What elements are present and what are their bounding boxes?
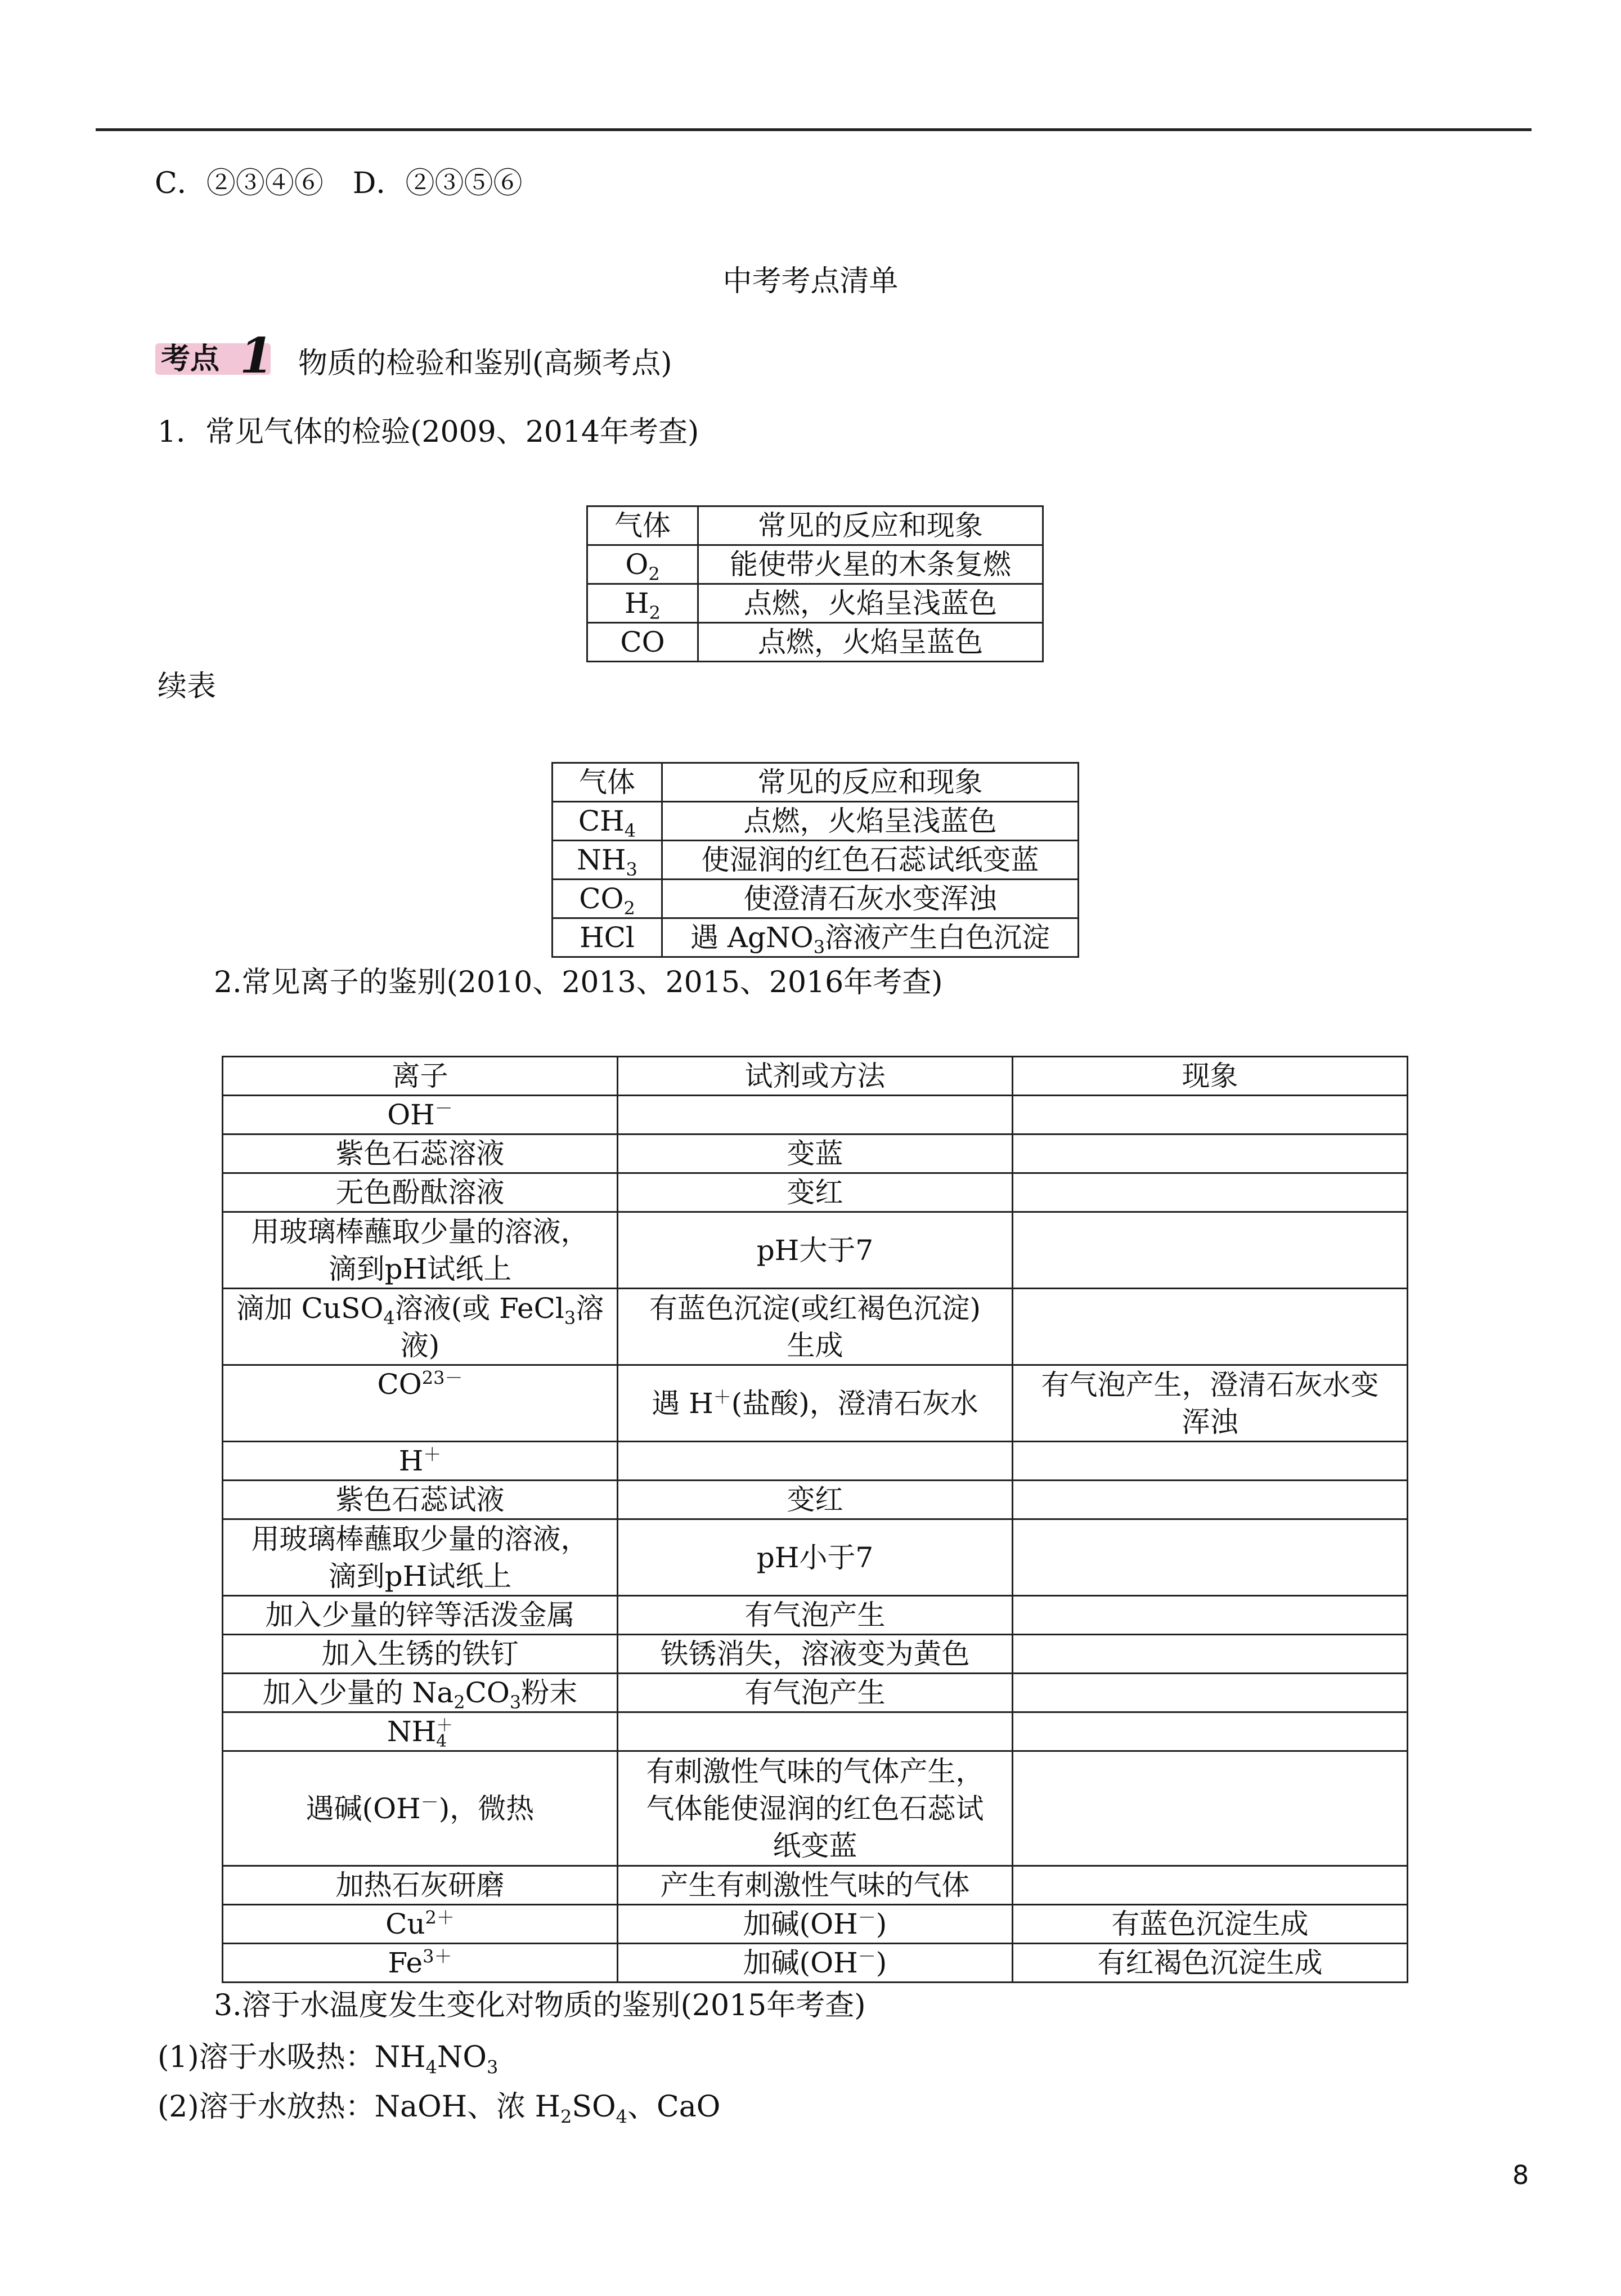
ion-cell: 滴加 CuSO$_4$溶液(或 FeCl$_3$溶 液) xyxy=(223,1289,618,1365)
table-row xyxy=(587,584,1043,623)
table-row xyxy=(223,1635,1408,1674)
phenomenon-cell xyxy=(1013,1751,1408,1866)
method-cell: 加碱(OH－) xyxy=(618,1905,1013,1944)
ion-cell: 紫色石蕊溶液 xyxy=(223,1134,618,1173)
phenomenon-cell xyxy=(1013,1596,1408,1635)
phenomenon-cell xyxy=(1013,1173,1408,1212)
table-row xyxy=(223,1173,1408,1212)
method-cell: 铁锈消失，溶液变为黄色 xyxy=(618,1635,1013,1674)
ion-cell: 加入少量的锌等活泼金属 xyxy=(223,1596,618,1635)
table-row xyxy=(223,1712,1408,1751)
gas-table-1-header xyxy=(587,506,1043,545)
continued-label: 续表 xyxy=(158,670,217,703)
phenomenon-cell xyxy=(1013,1134,1408,1173)
table-row xyxy=(553,802,1079,841)
phenomenon-cell xyxy=(1013,1289,1408,1365)
phenomenon-cell xyxy=(1013,1674,1408,1712)
method-cell xyxy=(618,1712,1013,1751)
phenomenon-cell xyxy=(1013,1712,1408,1751)
table-row xyxy=(553,918,1079,957)
ion-cell: 加热石灰研磨 xyxy=(223,1866,618,1905)
gas-cell: $CH_4$ xyxy=(553,802,662,841)
phenomenon-col-header: 常见的反应和现象 xyxy=(698,506,1043,545)
phenomenon-cell xyxy=(1013,1442,1408,1481)
phenomenon-cell: 点燃，火焰呈蓝色 xyxy=(698,623,1043,662)
gas-heading: 1．常见气体的检验(2009、2014年考查) xyxy=(158,415,699,449)
kaodian-title: 物质的检验和鉴别(高频考点) xyxy=(298,347,672,380)
phenomenon-cell xyxy=(1013,1096,1408,1134)
temperature-heading: 3.溶于水温度发生变化对物质的鉴别(2015年考查) xyxy=(214,1989,866,2023)
method-cell: pH小于7 xyxy=(618,1519,1013,1596)
table-row xyxy=(553,841,1079,880)
phenomenon-cell: 有红褐色沉淀生成 xyxy=(1013,1944,1408,1983)
ion-col-header: 离子 xyxy=(223,1057,618,1096)
table-row xyxy=(223,1481,1408,1519)
gas-cell: HCl xyxy=(553,918,662,957)
phenomenon-col-header: 现象 xyxy=(1013,1057,1408,1096)
gas-table-1 xyxy=(586,505,1044,662)
phenomenon-cell xyxy=(1013,1635,1408,1674)
method-cell: 变红 xyxy=(618,1481,1013,1519)
table-row xyxy=(223,1905,1408,1944)
phenomenon-cell: 有气泡产生，澄清石灰水变 浑浊 xyxy=(1013,1365,1408,1442)
method-cell: 产生有刺激性气味的气体 xyxy=(618,1866,1013,1905)
phenomenon-cell xyxy=(1013,1866,1408,1905)
gas-cell: $H_2$ xyxy=(587,584,698,623)
ion-heading: 2.常见离子的鉴别(2010、2013、2015、2016年考查) xyxy=(214,966,943,999)
method-cell: 加碱(OH－) xyxy=(618,1944,1013,1983)
ion-cell: $CO^{23-}$ xyxy=(223,1365,618,1442)
ion-cell: 紫色石蕊试液 xyxy=(223,1481,618,1519)
method-cell: 有蓝色沉淀(或红褐色沉淀) 生成 xyxy=(618,1289,1013,1365)
ion-cell: $Cu^{2+}$ xyxy=(223,1905,618,1944)
temperature-line-2: (2)溶于水放热：NaOH、浓 $H_2SO_4$、CaO xyxy=(158,2090,721,2128)
method-cell: 遇 H＋(盐酸)，澄清石灰水 xyxy=(618,1365,1013,1442)
gas-cell: $O_2$ xyxy=(587,545,698,584)
table-row xyxy=(587,623,1043,662)
phenomenon-cell xyxy=(1013,1212,1408,1289)
table-row xyxy=(553,880,1079,918)
phenomenon-cell: 点燃，火焰呈浅蓝色 xyxy=(698,584,1043,623)
table-row xyxy=(223,1289,1408,1365)
gas-cell: CO xyxy=(587,623,698,662)
answer-options-line: C．②③④⑥ D．②③⑤⑥ xyxy=(155,167,523,200)
ion-cell: 用玻璃棒蘸取少量的溶液， 滴到pH试纸上 xyxy=(223,1212,618,1289)
table-row xyxy=(223,1674,1408,1712)
gas-cell: $NH_3$ xyxy=(553,841,662,880)
table-row xyxy=(223,1944,1408,1983)
phenomenon-cell xyxy=(1013,1519,1408,1596)
method-cell: 变红 xyxy=(618,1173,1013,1212)
ion-table xyxy=(222,1056,1408,1983)
phenomenon-cell: 点燃，火焰呈浅蓝色 xyxy=(662,802,1079,841)
phenomenon-cell: 使澄清石灰水变浑浊 xyxy=(662,880,1079,918)
method-cell xyxy=(618,1442,1013,1481)
kaodian-badge xyxy=(155,328,273,384)
gas-col-header: 气体 xyxy=(587,506,698,545)
gas-table-2-header xyxy=(553,763,1079,802)
method-cell: 有气泡产生 xyxy=(618,1674,1013,1712)
ion-cell: 加入生锈的铁钉 xyxy=(223,1635,618,1674)
method-cell: 有气泡产生 xyxy=(618,1596,1013,1635)
table-row xyxy=(223,1365,1408,1442)
ion-cell: NH ＋ 4 xyxy=(223,1712,618,1751)
gas-col-header: 气体 xyxy=(553,763,662,802)
table-row xyxy=(223,1442,1408,1481)
ion-cell: 无色酚酞溶液 xyxy=(223,1173,618,1212)
ion-cell: $Fe^{3+}$ xyxy=(223,1944,618,1983)
ion-table-header xyxy=(223,1057,1408,1096)
gas-cell: $CO_2$ xyxy=(553,880,662,918)
phenomenon-col-header: 常见的反应和现象 xyxy=(662,763,1079,802)
method-col-header: 试剂或方法 xyxy=(618,1057,1013,1096)
table-row xyxy=(223,1212,1408,1289)
method-cell: 变蓝 xyxy=(618,1134,1013,1173)
table-row xyxy=(223,1596,1408,1635)
table-row xyxy=(223,1519,1408,1596)
ion-cell: 遇碱(OH－)，微热 xyxy=(223,1751,618,1866)
phenomenon-cell: 使湿润的红色石蕊试纸变蓝 xyxy=(662,841,1079,880)
ion-cell: 加入少量的 $Na_2CO_3$粉末 xyxy=(223,1674,618,1712)
phenomenon-cell: 遇 AgNO$_3$溶液产生白色沉淀 xyxy=(662,918,1079,957)
page-number: 8 xyxy=(1512,2160,1529,2190)
table-row xyxy=(223,1751,1408,1866)
table-row xyxy=(223,1096,1408,1134)
ion-cell: OH－ xyxy=(223,1096,618,1134)
table-row xyxy=(223,1134,1408,1173)
method-cell: 有刺激性气味的气体产生， 气体能使湿润的红色石蕊试 纸变蓝 xyxy=(618,1751,1013,1866)
phenomenon-cell: 能使带火星的木条复燃 xyxy=(698,545,1043,584)
gas-table-2 xyxy=(551,762,1079,958)
top-rule xyxy=(96,128,1532,131)
ion-cell: H＋ xyxy=(223,1442,618,1481)
method-cell: pH大于7 xyxy=(618,1212,1013,1289)
phenomenon-cell xyxy=(1013,1481,1408,1519)
table-row xyxy=(587,545,1043,584)
ion-cell: 用玻璃棒蘸取少量的溶液， 滴到pH试纸上 xyxy=(223,1519,618,1596)
temperature-line-1: (1)溶于水吸热：$NH_4NO_3$ xyxy=(158,2041,499,2078)
section-title: 中考考点清单 xyxy=(722,264,899,298)
kaodian-number: 1 xyxy=(240,328,273,384)
table-row xyxy=(223,1866,1408,1905)
method-cell xyxy=(618,1096,1013,1134)
phenomenon-cell: 有蓝色沉淀生成 xyxy=(1013,1905,1408,1944)
kaodian-word: 考点 xyxy=(161,342,220,376)
